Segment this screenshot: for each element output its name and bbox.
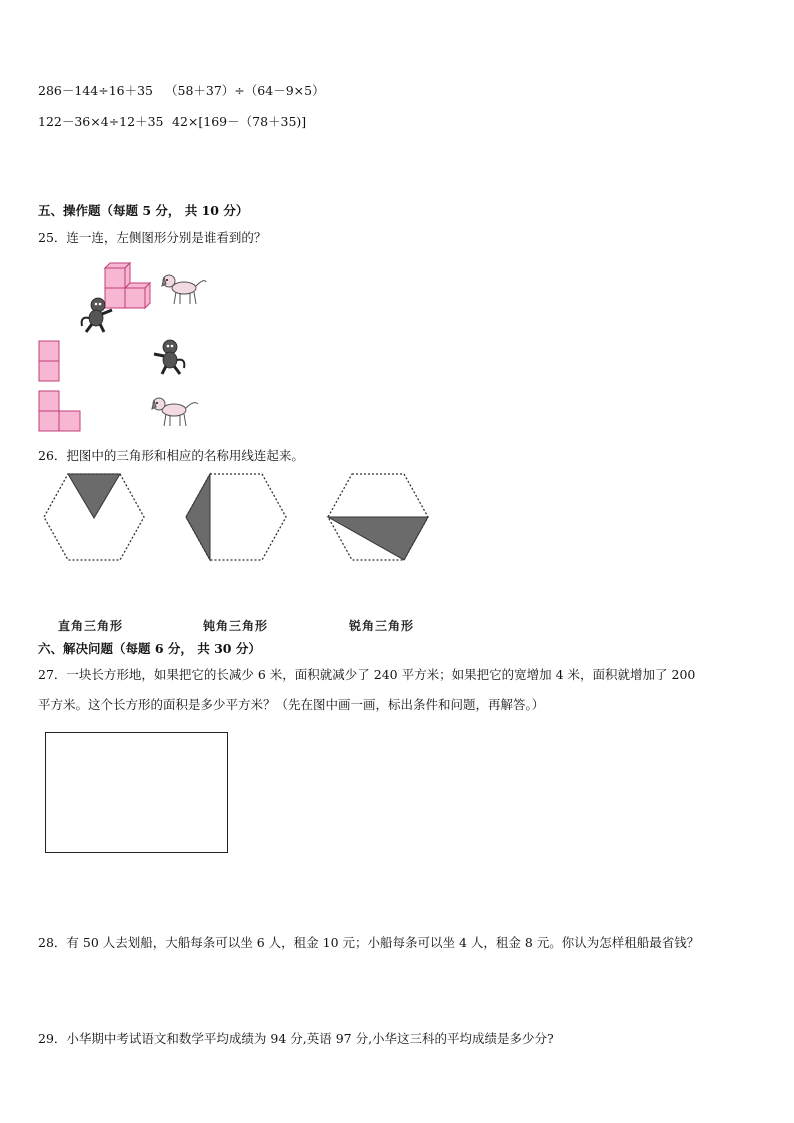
- hexagon-icon: [184, 472, 288, 562]
- calc-expr-2b: 42×[169－（78＋35)]: [172, 114, 307, 129]
- label-right-triangle: 直角三角形: [58, 619, 124, 633]
- question-28: 28．有 50 人去划船，大船每条可以坐 6 人，租金 10 元；小船每条可以坐 4 人，租金 8 元。你认为怎样租船最省钱？: [38, 935, 700, 950]
- section-six-heading: 六、解决问题（每题 6 分， 共 30 分）: [38, 641, 261, 656]
- hexagon-icon: [326, 472, 430, 562]
- hexagon-icon: [42, 472, 146, 562]
- question-25: 25．连一连，左侧图形分别是谁看到的？: [38, 230, 267, 245]
- label-obtuse-triangle: 钝角三角形: [203, 619, 269, 633]
- monkey-icon: [78, 296, 114, 334]
- calc-expr-2a: 122－36×4÷12＋35: [38, 114, 164, 129]
- label-acute-triangle: 锐角三角形: [349, 619, 415, 633]
- dog-icon: [150, 394, 200, 428]
- calc-expr-1b: （58＋37）÷（64－9×5）: [165, 83, 325, 98]
- question-26: 26．把图中的三角形和相应的名称用线连起来。: [38, 448, 304, 463]
- side-view-shape: [38, 390, 84, 434]
- question-27-line-2: 平方米。这个长方形的面积是多少平方米？（先在图中画一画，标出条件和问题，再解答。）: [38, 697, 545, 712]
- front-view-shape: [38, 340, 62, 384]
- calc-expr-1a: 286－144÷16＋35: [38, 83, 154, 98]
- section-five-heading: 五、操作题（每题 5 分， 共 10 分）: [38, 203, 249, 218]
- question-27-line-1: 27．一块长方形地，如果把它的长减少 6 米，面积就减少了 240 平方米；如果把它的宽增加 4 米，面积就增加了 200: [38, 667, 696, 682]
- monkey-icon: [152, 338, 188, 376]
- dog-icon: [160, 272, 208, 306]
- question-29: 29．小华期中考试语文和数学平均成绩为 94 分,英语 97 分,小华这三科的平均成绩是多少分?: [38, 1031, 554, 1046]
- rectangle-drawing-box: [45, 732, 228, 853]
